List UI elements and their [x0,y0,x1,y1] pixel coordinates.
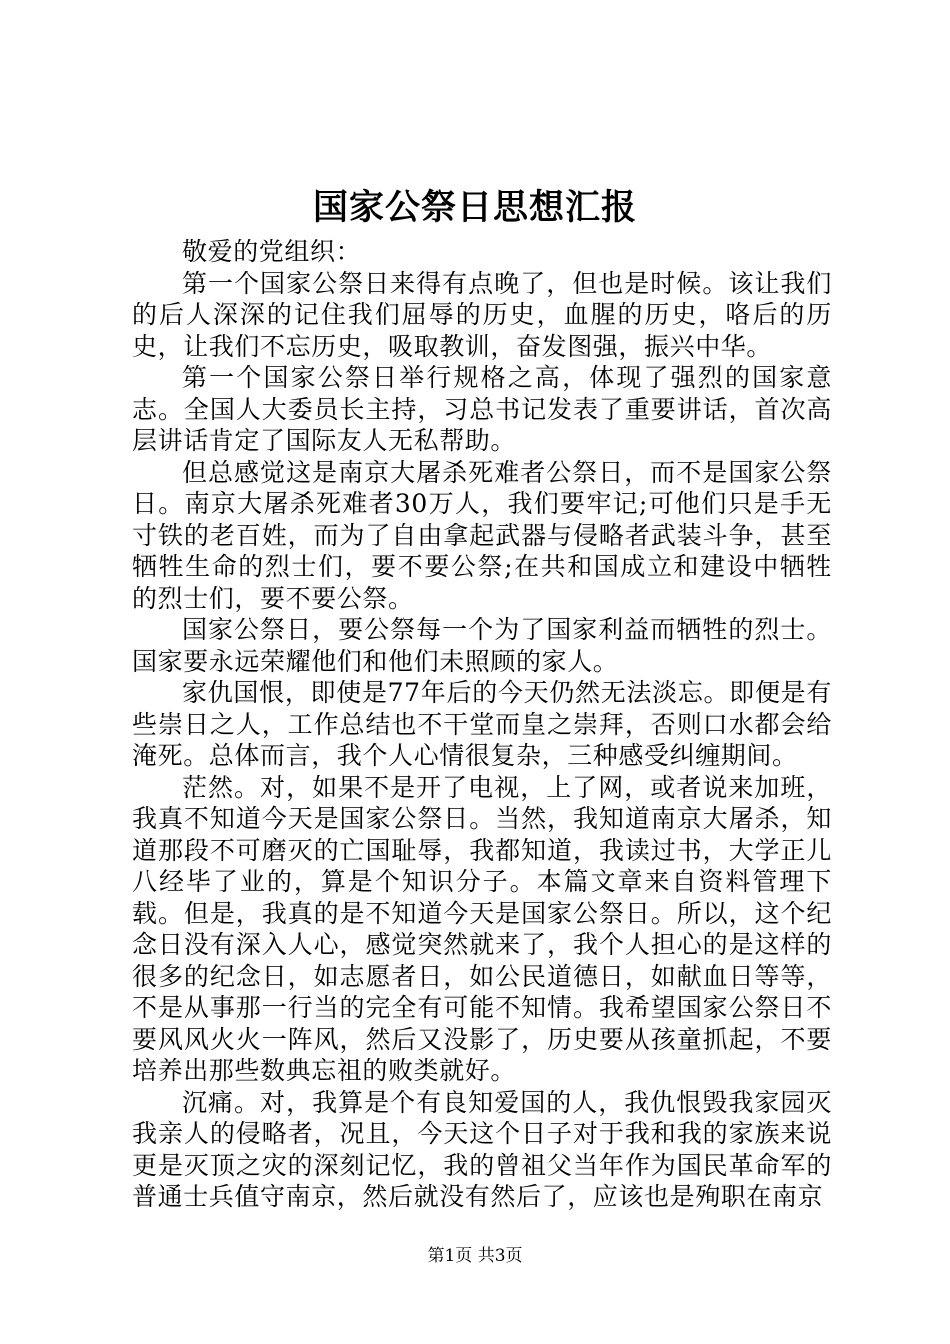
page-footer: 第1页 共3页 [427,1246,523,1266]
paragraph-5: 家仇国恨，即使是77年后的今天仍然无法淡忘。即便是有些崇日之人，工作总结也不干堂而皇之崇拜，否则口水都会给淹死。总体而言，我个人心情很复杂，三种感受纠缠期间。 [132,678,832,770]
document-body [132,236,832,1213]
paragraph-4: 国家公祭日，要公祭每一个为了国家利益而牺牲的烈士。国家要永远荣耀他们和他们未照顾的家人。 [132,615,832,676]
paragraph-2: 第一个国家公祭日举行规格之高，体现了强烈的国家意志。全国人大委员长主持，习总书记发表了重要讲话，首次高层讲话肯定了国际友人无私帮助。 [132,363,832,455]
paragraph-6: 茫然。对，如果不是开了电视，上了网，或者说来加班，我真不知道今天是国家公祭日。当然，我知道南京大屠杀，知道那段不可磨灭的亡国耻辱，我都知道，我读过书，大学正儿八经毕了业的，算是个知识分子。本篇文章来自资料管理下载。但是，我真的是不知道今天是国家公祭日。所以，这个纪念日没有深入人心，感觉突然就来了，我个人担心的是这样的很多的纪念日，如志愿者日，如公民道德日，如献血日等等，不是从事那一行当的完全有可能不知情。我希望国家公祭日不要风风火火一阵风，然后又没影了，历史要从孩童抓起，不要培养出那些数典忘祖的败类就好。 [132,772,832,1085]
paragraph-1: 第一个国家公祭日来得有点晚了，但也是时候。该让我们的后人深深的记住我们屈辱的历史，血腥的历史，咯后的历史，让我们不忘历史，吸取教训，奋发图强，振兴中华。 [132,268,832,361]
paragraph-3: 但总感觉这是南京大屠杀死难者公祭日，而不是国家公祭日。南京大屠杀死难者30万人，我们要牢记;可他们只是手无寸铁的老百姓，而为了自由拿起武器与侵略者武装斗争，甚至牺牲生命的烈士们，要不要公祭;在共和国成立和建设中牺牲的烈士们，要不要公祭。 [132,457,832,613]
salutation: 敬爱的党组织： [182,237,362,266]
paragraph-7: 沉痛。对，我算是个有良知爱国的人，我仇恨毁我家园灭我亲人的侵略者，况且，今天这个日子对于我和我的家族来说更是灭顶之灾的深刻记忆，我的曾祖父当年作为国民革命军的普通士兵值守南京，然后就没有然后了，应该也是殉职在南京 [132,1087,832,1211]
document-title: 国家公祭日思想汇报 [312,187,637,228]
